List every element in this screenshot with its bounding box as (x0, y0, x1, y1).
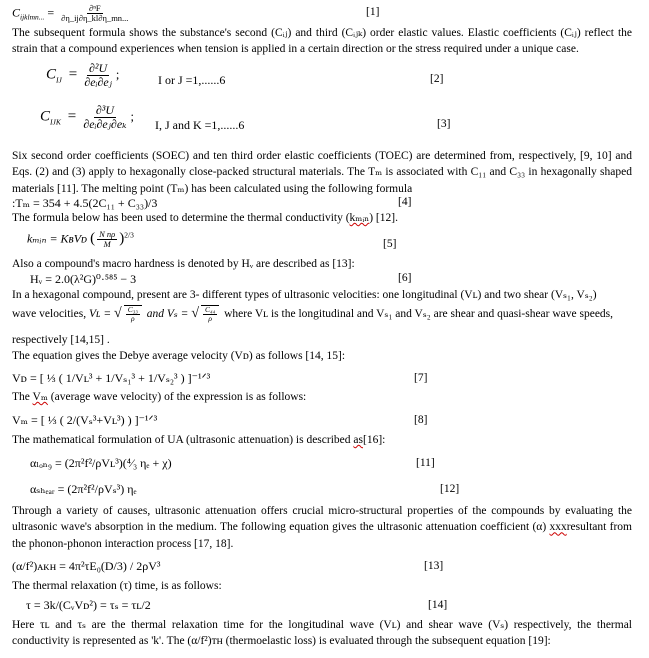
paragraph-elastic-values: The subsequent formula shows the substance's second (Cᵢⱼ) and third (Cᵢⱼₖ) order elastic values. Elastic coefficients (Cᵢⱼ) reflect the strain that a compound experiences when tension is applied in a certain direction or the stress required under a unique case. (12, 27, 632, 56)
para6-text-before: wave velocities, (12, 307, 87, 320)
equation-3: $C_{IJK}$ = $\frac{\text{∂³U}}{\text{∂eᵢ∂eⱼ∂eₖ}}$ ; (40, 103, 135, 131)
paragraph-ultrasonic-attenuation (12, 432, 632, 448)
para11-text-after: resultant from the phonon-phonon interaction process [17, 18]. (12, 521, 632, 550)
paragraph-debye-velocity: The equation gives the Debye average velocity (Vᴅ) as follows [14, 15]: (12, 350, 346, 362)
eq5-power: 2/3 (124, 230, 134, 240)
para9-text-before: The (12, 391, 33, 403)
eq2-fraction (82, 62, 114, 89)
eq3-fraction (81, 104, 128, 131)
equation-14: τ = 3k/(CᵥVᴅ²) = τₛ = τʟ/2 (26, 598, 151, 612)
eq1-denominator: ∂η_ij∂η_kl∂η_mn... (61, 12, 129, 23)
eq8-ref: [8] (414, 414, 428, 426)
equation-8: Vₘ = [ ⅓ ( 2/(Vₛ³+Vʟ³) ) ]⁻¹ᐟ³ (12, 413, 158, 427)
equation-7: Vᴅ = [ ⅓ ( 1/Vʟ³ + 1/Vₛ₁³ + 1/Vₛ₂³ ) ]⁻¹ᐟ³ (12, 371, 211, 385)
para9-text-after: (average wave velocity) of the expression is as follows: (47, 391, 307, 403)
eq3-denominator: ∂eᵢ∂eⱼ∂eₖ (83, 116, 127, 131)
eq3-lhs-subscript: IJK (50, 117, 61, 127)
eq1-subscript: ijklmn... (20, 12, 45, 22)
para3-text-before: The formula below has been used to determine the thermal conductivity ( (12, 212, 350, 224)
eq11-ref: [11] (416, 457, 435, 469)
para11-xxx-mark: xxx (549, 521, 567, 534)
eq1-equals: = (47, 5, 55, 20)
equation-13: (α/f²)ᴀᴋʜ = 4π²τE₀(D/3) / 2ρV³ (12, 559, 161, 573)
eq13-ref: [13] (424, 560, 444, 572)
para10-text-before: The mathematical formulation of UA (ultrasonic attenuation) is described (12, 434, 354, 446)
eq6-ref: [6] (398, 272, 412, 284)
para6-rho-1: ρ (130, 313, 135, 323)
paragraph-soec-toec: Six second order coefficients (SOEC) and ten third order elastic coefficients (TOEC) are determined from, respectively, [9, 10] and Eqs. (2) and (3) apply to hexagonally close-packed structural materials. The Tₘ is associated with C₁₁ and C₃₃ in hexagonally shaped materials [11]. The melting point (Tₘ) has been calculated using the following formula (12, 150, 632, 195)
eq5-fraction (97, 230, 117, 250)
equation-5: kₘᵢₙ = KʙVᴅ ( $\frac{\text{N nρ}}{M}$ )$^{2/3}$ (27, 229, 134, 249)
eq1-fraction (59, 4, 130, 24)
equation-6: Hᵥ = 2.0(λ²G)⁰·⁵⁸⁵ − 3 (30, 272, 137, 286)
eq7-ref: [7] (414, 372, 428, 384)
para6-c33: C₃₃ (127, 305, 138, 314)
paragraph-thermal-relaxation: The thermal relaxation (τ) time, is as follows: (12, 580, 222, 592)
equation-11: αₗₒₙ₉ = (2π²f²/ρVʟ³)(⁴⁄₃ ηₑ + χ) (30, 456, 172, 470)
para9-vm-mark: Vₘ (32, 391, 48, 403)
eq2-denominator: ∂eᵢ∂eⱼ (84, 74, 112, 89)
para10-as-mark: as (353, 434, 363, 446)
paragraph-micro-structural (12, 503, 632, 552)
eq2-lhs: C (46, 66, 57, 83)
para3-kmin-mark: kₘᵢₙ (349, 212, 370, 224)
para6-rho-2: ρ (208, 313, 212, 323)
eq2-numerator: ∂²U (89, 61, 108, 75)
paragraph-ultrasonic-velocities: In a hexagonal compound, present are 3- different types of ultrasonic velocities: one longitudinal (Vʟ) and two shear (Vₛ₁, Vₛ₂) (12, 289, 597, 301)
eq14-ref: [14] (428, 599, 448, 611)
eq3-ref: [3] (437, 118, 451, 130)
eq5-frac-den: M (103, 238, 111, 249)
equation-4: :Tₘ = 354 + 4.5(2C₁₁ + C₃₃)/3 (12, 196, 158, 210)
eq12-ref: [12] (440, 483, 460, 495)
paragraph-thermoelastic-loss: Here τʟ and τₛ are the thermal relaxation time for the longitudinal wave (Vʟ) and shear wave (Vₛ) respectively, the thermal conductivity is represented as 'k'. The (α/f²)ᴛʜ (thermoelastic loss) is evaluated through the subsequent equation [19]: (12, 619, 632, 648)
para11-text-before: Through a variety of causes, ultrasonic attenuation offers crucial micro-structural properties of the compounds by evaluating the ultrasonic wave's absorption in the medium. The following equation gives the ultrasonic attenuation coefficient (α) (12, 505, 632, 534)
eq5-lhs: kₘᵢₙ = KʙVᴅ (27, 231, 88, 246)
equation-1 (12, 4, 132, 24)
eq4-ref: [4] (398, 196, 412, 208)
para6-vl: Vʟ = (88, 307, 112, 320)
paragraph-wave-velocities: wave velocities, Vʟ = √ $\frac{\text{C₃₃}}{\rho}$ and Vₛ = √ $\frac{\text{C₄₄}}{\rho}$ where Vʟ is the longitudinal and Vₛ₁ and Vₛ₂ are shear and quasi-shear wave speeds, (12, 305, 614, 323)
eq3-numerator: ∂³U (95, 103, 115, 117)
paragraph-thermal-conductivity (12, 210, 632, 226)
eq1-symbol: C (12, 5, 21, 20)
eq3-condition: I, J and K =1,......6 (155, 118, 245, 132)
eq1-numerator: ∂ⁿF (89, 3, 101, 13)
para6-text-after: where Vʟ is the longitudinal and Vₛ₁ and Vₛ₂ are shear and quasi-shear wave speeds, (224, 307, 614, 320)
eq5-ref: [5] (383, 238, 397, 250)
paragraph-macro-hardness: Also a compound's macro hardness is denoted by Hᵥ are described as [13]: (12, 258, 355, 270)
para6-c44-fraction (201, 305, 219, 324)
eq2-ref: [2] (430, 73, 444, 85)
paragraph-average-wave-velocity (12, 389, 632, 405)
para3-text-after: ) [12]. (369, 212, 398, 224)
para6-vs: Vₛ = (166, 307, 189, 320)
eq5-frac-num: N nρ (99, 229, 116, 239)
eq2-lhs-subscript: IJ (56, 75, 62, 85)
para6-c44: C₄₄ (205, 305, 216, 314)
eq1-ref: [1] (366, 6, 380, 18)
para6-c33-fraction (124, 305, 142, 324)
equation-2: $C_{IJ}$ = $\frac{\text{∂²U}}{\text{∂eᵢ∂eⱼ}}$ ; (46, 61, 120, 89)
eq2-condition: I or J =1,......6 (158, 73, 226, 87)
eq3-lhs: C (40, 108, 51, 125)
para6-and: and (146, 307, 165, 320)
para10-text-after: [16]: (362, 434, 386, 446)
paragraph-respectively: respectively [14,15] . (12, 334, 110, 346)
equation-12: αₛₕₑₐᵣ = (2π²f²/ρVₛ³) ηₑ (30, 482, 137, 496)
